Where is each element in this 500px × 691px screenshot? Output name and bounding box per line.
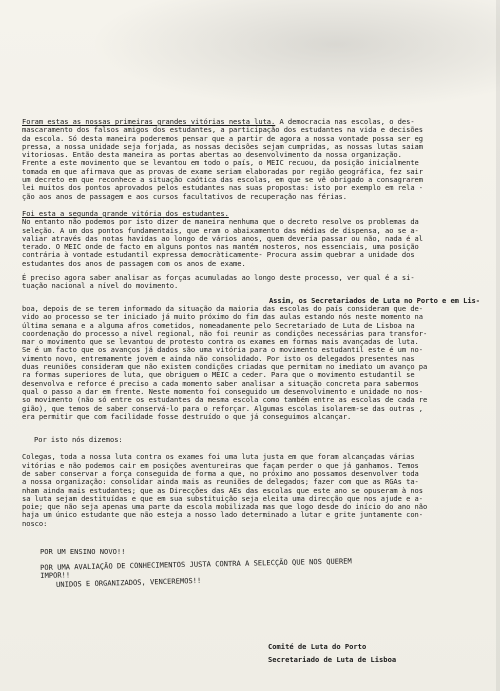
paragraph-5: Por isto nós dizemos: <box>34 435 123 445</box>
paragraph-2-heading: Foi esta a segunda grande vitória dos estudantes. <box>22 208 229 218</box>
slogans <box>40 548 370 589</box>
paragraph-2: No entanto não podemos por isto dizer de maneira nenhuma que o decreto resolve os problemas da seleção. A um dos pontos fundamentais, que eram o abaixamento das médias de dispensa, ao se a- valiar através das notas havidas ao longo de vários anos, quem deveria passar ou não, nada é al terado. O MEIC onde de facto em alguns pontos nas mantém nosteros, nos essenciais, uma posição contrária à vontade estudantil expressa democràticamente- Procura assim quebrar a unidade dos estudantes dos anos de passagem com os anos de exame. <box>22 217 423 268</box>
slogan-1: POR UM ENSINO NOVO!! <box>40 547 126 556</box>
paragraph-6: Colegas, toda a nossa luta contra os exames foi uma luta justa em que foram alcançadas várias vitórias e não podemos cair em posições aventureiras que façam perder o que já ganhamos. Temos de saber conservar a força conseguida de forma a que, no próximo ano possamos desenvolver toda a nossa organização: consolidar ainda mais as reuniões de delegados; fazer com que as RGAs ta- nham ainda mais estudantes; que as Direcções das AEs das escolas que este ano se opuseram à nos sa luta sejam destituídas e que em sua substituição seja eleita uma direcção que nos ajude e a- poie; que não seja apenas uma parte da escola mobilizada mas que logo desde do início do ano não haja um único estudante que não esteja a nosso lado determinado a lutar e grite juntamente con- nosco: <box>22 452 428 528</box>
document-body <box>22 118 480 528</box>
signature-porto: Comité de Luta do Porto <box>268 642 367 651</box>
ink-bleed <box>90 0 500 110</box>
paragraph-1-text: A democracia nas escolas, o des- mascaramento dos falsos amigos dos estudantes, a participação dos estudantes na vida e decisões da escola. Só desta maneira poderemos pensar que a partir de agora a nossa vontade possa ser eg pressa, a nossa unidade seja forjada, as nossas decisões sejam cumpridas, as nossas lutas saiam vitoriosas. Então desta maneira as portas abertas ao desenvolvimento da nossa organização. Frente a este movimento que se levantou em todo o país, o MEIC recuou, da posição inicialmente tomada em que afirmava que as provas de exame seriam elaboradas por região geográfica, fez sair um decreto em que reconhece a situação caótica das escolas, em que se vê obrigado a consagrarem lei muitos dos pontos aprovados pelos estudantes nas suas propostas: isto por exemplo em rela - ção aos anos de passagem e aos cursos facultativos de recuperação nas férias. <box>22 117 423 201</box>
scan-edge <box>496 0 500 691</box>
slogan-2: POR UMA AVALIAÇÃO DE CONHECIMENTOS JUSTA CONTRA A SELECÇÃO QUE NOS QUEREM IMPOR!! <box>39 556 352 581</box>
slogan-3: UNIDOS E ORGANIZADOS, VENCEREMOS!! <box>55 575 202 589</box>
paragraph-3: É preciso agora saber analisar as forças acumuladas ao longo deste processo, ver qual é a si- tuação nacional a nível do movimento. <box>22 273 415 291</box>
signatures <box>268 640 396 666</box>
signature-lisboa: Secretariado de Luta de Lisboa <box>268 655 397 664</box>
paragraph-4: boa, depois de se terem informado da situação da maioria das escolas do país consideram que de- vido ao processo se ter iniciado já muito próximo do fim das aulas estando nós neste momento na última semana e a alguma afros cometidos, nomeadamente pelo Secretariado de Luta de Lisboa na coordenação do processo a nível regional, não foi reunir as condições necessárias para transfor- mar o movimento que se levantou de protesto contra os exames em formas mais avançadas de luta. Se é um facto que os avanços já dados são uma vitória para o movimento estudantil este é um no- vimento novo, entremamente jovem e ainda não consolidado. Por isto os delegados presentes nas duas reuniões consideram que não existem condições criadas que permitam no imediato um avanço pa ra formas superiores de luta, que obriguem o MEIC a ceder. Para que o movimento estudantil se desenvolva e reforce é preciso a cada momento saber analisar a situação concreta para sabermos qual o passo a dar em frente. Neste momento foi conseguido um desenvolvimento e unidade no nos- so movimento (não só entre os estudantes da mesma escola como também entre as escolas de cada re gião), que temos de saber conservá-lo para o reforçar. Algumas escolas isolarem-se das outras , era permitir que com facilidade fosse destruído o que já conseguimos alcançar. <box>22 303 428 421</box>
paragraph-1-heading: Foram estas as nossas primeiras grandes vitórias nesta luta. <box>22 117 276 126</box>
paragraph-1 <box>22 118 480 201</box>
paragraph-4-lead: Assim, os Secretariados de Luta no Porto e em Lis- <box>268 295 480 305</box>
